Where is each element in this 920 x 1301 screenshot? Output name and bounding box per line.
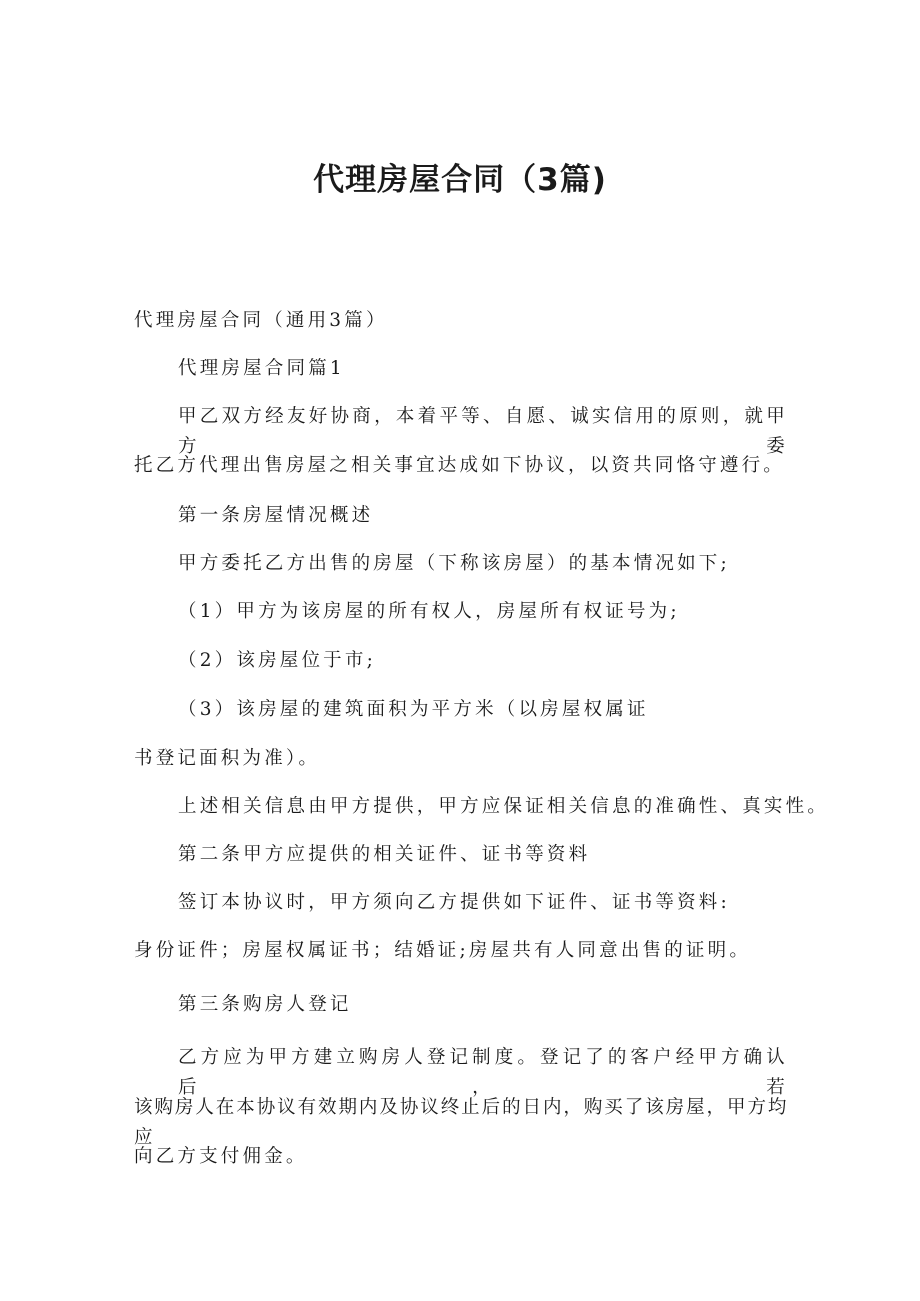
paragraph-line: （1）甲方为该房屋的所有权人，房屋所有权证号为; bbox=[178, 601, 680, 622]
subtitle-line: 代理房屋合同（通用3篇） bbox=[134, 310, 388, 331]
article-heading: 第二条甲方应提供的相关证件、证书等资料 bbox=[178, 844, 591, 865]
paragraph-line: 身份证件；房屋权属证书；结婚证;房屋共有人同意出售的证明。 bbox=[134, 940, 752, 961]
paragraph-line: （2）该房屋位于市; bbox=[178, 650, 377, 671]
document-title: 代理房屋合同（3篇) bbox=[313, 162, 607, 198]
paragraph-line: 签订本协议时，甲方须向乙方提供如下证件、证书等资料: bbox=[178, 892, 730, 913]
paragraph-line: 甲方委托乙方出售的房屋（下称该房屋）的基本情况如下; bbox=[178, 553, 730, 574]
article-heading: 第三条购房人登记 bbox=[178, 994, 352, 1015]
paragraph-line: 托乙方代理出售房屋之相关事宜达成如下协议，以资共同恪守遵行。 bbox=[134, 455, 786, 476]
paragraph-line: 向乙方支付佣金。 bbox=[134, 1146, 308, 1167]
paragraph-line: （3）该房屋的建筑面积为平方米（以房屋权属证 bbox=[178, 699, 649, 720]
section-heading: 代理房屋合同篇1 bbox=[178, 358, 345, 379]
paragraph-line: 书登记面积为准）。 bbox=[134, 748, 321, 769]
paragraph-line: 该购房人在本协议有效期内及协议终止后的日内，购买了该房屋，甲方均应 bbox=[134, 1097, 788, 1148]
paragraph-line: 甲乙双方经友好协商，本着平等、自愿、诚实信用的原则，就甲方委 bbox=[178, 406, 788, 457]
paragraph-line: 上述相关信息由甲方提供，甲方应保证相关信息的准确性、真实性。 bbox=[178, 796, 830, 817]
article-heading: 第一条房屋情况概述 bbox=[178, 505, 374, 526]
paragraph-line: 乙方应为甲方建立购房人登记制度。登记了的客户经甲方确认后，若 bbox=[178, 1047, 788, 1098]
